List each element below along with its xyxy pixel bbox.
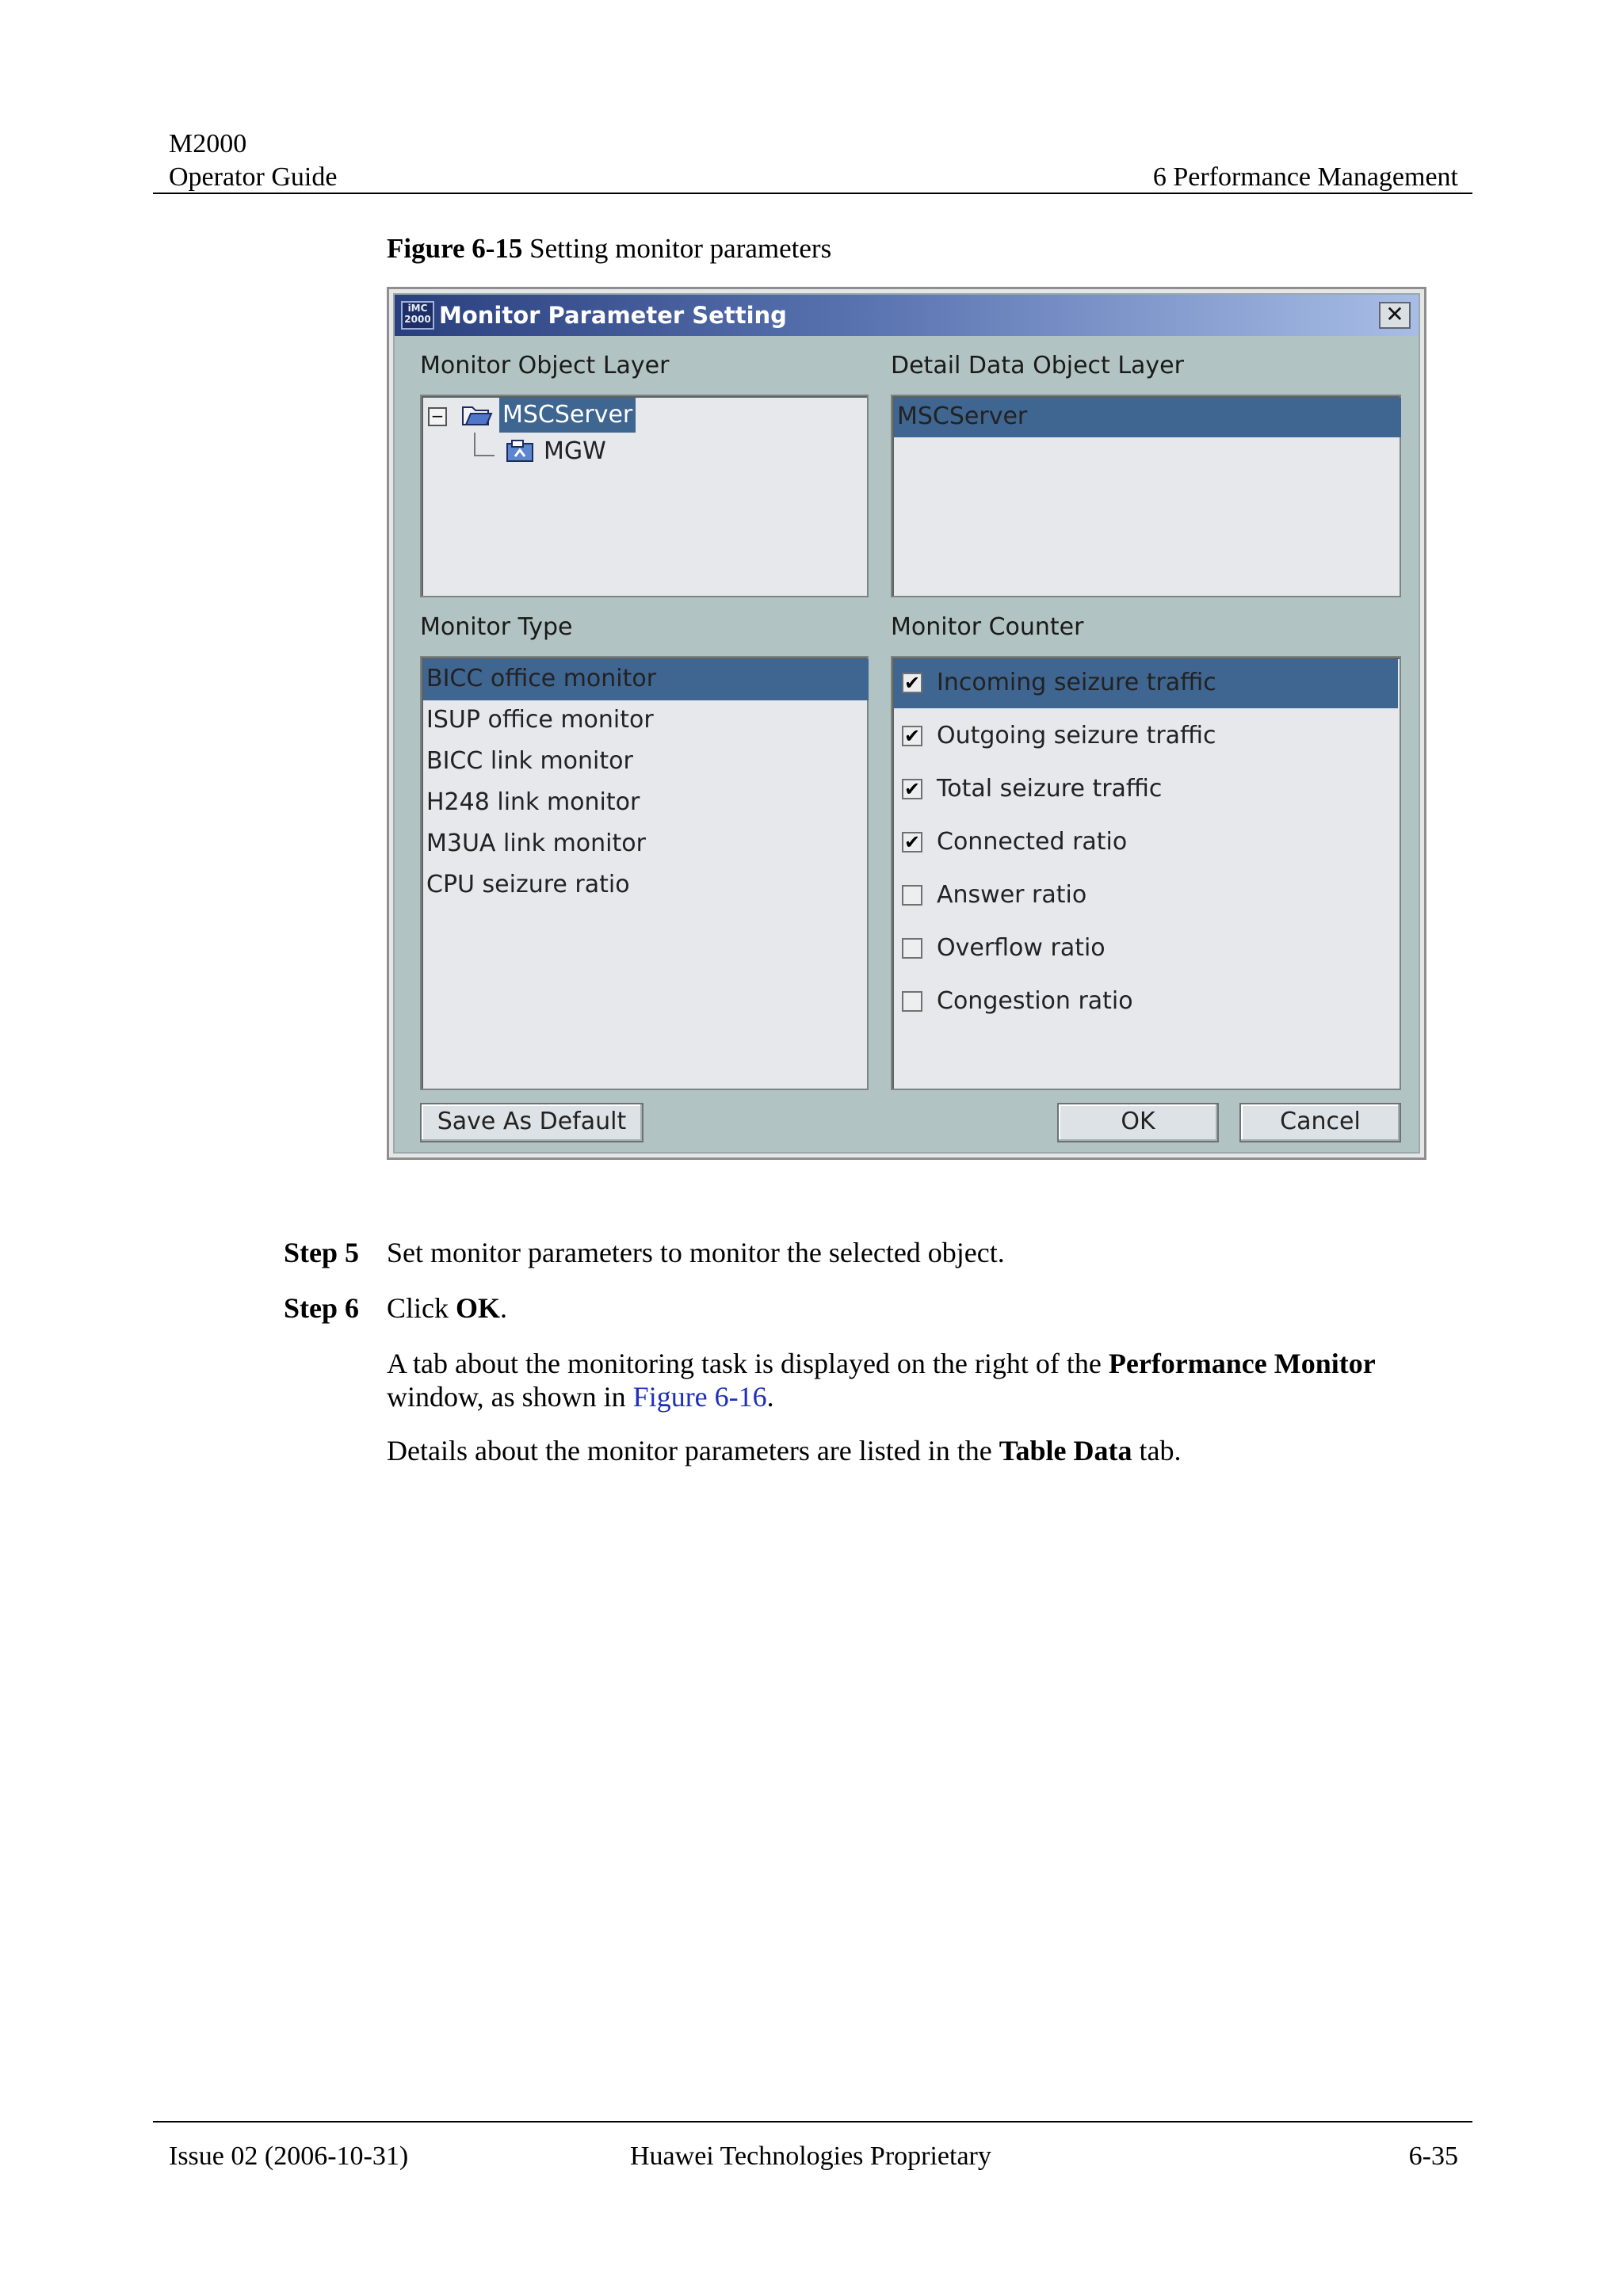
checkbox-checked-icon[interactable]: ✔ <box>902 726 922 746</box>
footer-rule <box>153 2121 1472 2122</box>
monitor-type-item[interactable]: CPU seizure ratio <box>426 871 630 898</box>
monitor-counter-label: Monitor Counter <box>891 613 1084 641</box>
dialog-title: Monitor Parameter Setting <box>439 302 787 329</box>
counter-label: Answer ratio <box>937 881 1087 909</box>
header-chapter: 6 Performance Management <box>1152 162 1458 192</box>
step-5-label: Step 5 <box>284 1237 360 1268</box>
header-product: M2000 <box>169 129 247 158</box>
save-as-default-button[interactable]: Save As Default <box>420 1103 643 1142</box>
detail-object-item[interactable]: MSCServer <box>894 398 1401 437</box>
tree-connector <box>474 433 495 456</box>
step-6-text: Click OK. <box>387 1292 508 1324</box>
header-doc-title: Operator Guide <box>169 162 338 192</box>
dialog-titlebar[interactable] <box>395 295 1419 336</box>
ok-button[interactable]: OK <box>1057 1103 1219 1142</box>
checkbox-checked-icon[interactable]: ✔ <box>902 779 922 799</box>
monitor-counter-list[interactable] <box>891 656 1401 1090</box>
footer-page-number: 6-35 <box>1408 2142 1458 2171</box>
monitor-object-tree[interactable] <box>420 395 869 597</box>
counter-label: Congestion ratio <box>937 987 1133 1015</box>
footer-company: Huawei Technologies Proprietary <box>630 2142 991 2171</box>
counter-row[interactable] <box>894 925 1398 974</box>
figure-caption <box>387 233 831 265</box>
ok-emphasis: OK <box>456 1292 501 1324</box>
figure-title: Setting monitor parameters <box>529 233 832 264</box>
monitor-type-item[interactable]: M3UA link monitor <box>426 830 646 857</box>
counter-row[interactable] <box>894 871 1398 921</box>
counter-label: Connected ratio <box>937 828 1128 856</box>
monitor-parameter-dialog <box>387 287 1426 1160</box>
tree-node-mscserver[interactable]: MSCServer <box>499 398 636 433</box>
tree-node-mgw[interactable]: MGW <box>544 437 606 465</box>
counter-row[interactable] <box>894 818 1398 868</box>
open-folder-icon <box>461 401 493 428</box>
monitor-type-item[interactable]: BICC link monitor <box>426 747 633 775</box>
detail-data-object-layer-label: Detail Data Object Layer <box>891 352 1184 379</box>
counter-row[interactable] <box>894 659 1398 708</box>
monitor-type-label: Monitor Type <box>420 613 573 641</box>
app-icon: iMC 2000 <box>401 301 434 330</box>
performance-monitor-emphasis: Performance Monitor <box>1108 1348 1376 1379</box>
monitor-object-layer-label: Monitor Object Layer <box>420 352 670 379</box>
counter-row[interactable] <box>894 978 1398 1027</box>
counter-label: Incoming seizure traffic <box>937 669 1216 696</box>
checkbox-unchecked-icon[interactable] <box>902 991 922 1012</box>
detail-data-object-list[interactable] <box>891 395 1401 597</box>
counter-row[interactable] <box>894 712 1398 761</box>
monitor-type-item[interactable]: H248 link monitor <box>426 788 640 816</box>
header-rule <box>153 193 1472 194</box>
result-paragraph: A tab about the monitoring task is displayed on the right of the Performance Monitor window, as shown in Figure 6-16. <box>387 1348 1376 1413</box>
checkbox-unchecked-icon[interactable] <box>902 938 922 959</box>
checkbox-checked-icon[interactable]: ✔ <box>902 673 922 693</box>
collapse-toggle-icon[interactable]: − <box>428 407 447 426</box>
counter-label: Outgoing seizure traffic <box>937 722 1216 749</box>
network-element-icon <box>506 439 536 463</box>
step-6-label: Step 6 <box>284 1292 360 1324</box>
counter-row[interactable] <box>894 765 1398 814</box>
dialog-body <box>393 293 1420 1154</box>
monitor-type-item[interactable]: BICC office monitor <box>423 659 869 700</box>
counter-label: Total seizure traffic <box>937 775 1163 803</box>
details-paragraph: Details about the monitor parameters are listed in the Table Data tab. <box>387 1435 1182 1466</box>
footer-issue: Issue 02 (2006-10-31) <box>169 2142 409 2171</box>
close-icon[interactable]: ✕ <box>1379 302 1411 329</box>
checkbox-checked-icon[interactable]: ✔ <box>902 832 922 852</box>
cancel-button[interactable]: Cancel <box>1239 1103 1401 1142</box>
step-5-text: Set monitor parameters to monitor the selected object. <box>387 1237 1005 1268</box>
figure-number: Figure 6-15 <box>387 233 523 264</box>
figure-6-16-link[interactable]: Figure 6-16 <box>632 1381 767 1413</box>
monitor-type-list[interactable] <box>420 656 869 1090</box>
counter-label: Overflow ratio <box>937 934 1106 962</box>
monitor-type-item[interactable]: ISUP office monitor <box>426 706 654 734</box>
checkbox-unchecked-icon[interactable] <box>902 885 922 906</box>
table-data-emphasis: Table Data <box>999 1435 1132 1466</box>
